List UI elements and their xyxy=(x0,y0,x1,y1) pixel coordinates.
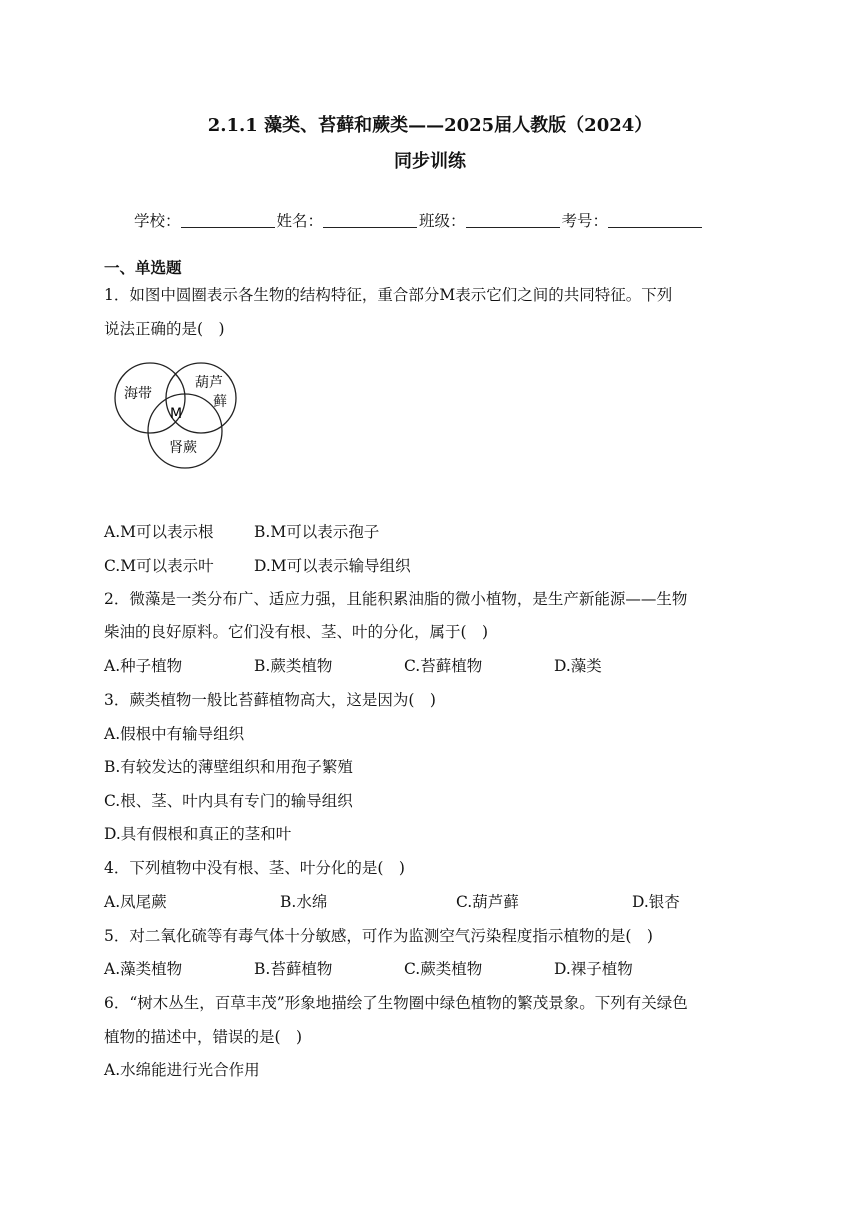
q5-stem-line1: 5．对二氧化硫等有毒气体十分敏感，可作为监测空气污染程度指示植物的是( ) xyxy=(104,927,653,945)
q6-stem-line2: 植物的描述中，错误的是( ) xyxy=(104,1028,303,1046)
class-label: 班级： xyxy=(419,212,466,230)
class-blank[interactable] xyxy=(466,211,560,228)
document-title-line2: 同步训练 xyxy=(394,151,466,172)
section-heading: 一、单选题 xyxy=(104,258,182,277)
q6-stem-line1: 6．“树木丛生，百草丰茂”形象地描绘了生物圈中绿色植物的繁茂景象。下列有关绿色 xyxy=(104,994,688,1012)
name-blank[interactable] xyxy=(323,211,417,228)
q1-option-b: B.M可以表示孢子 xyxy=(254,523,380,541)
q3-option-b: B.有较发达的薄壁组织和用孢子繁殖 xyxy=(104,758,353,776)
venn-label-moss-line1: 葫芦 xyxy=(195,375,223,391)
q5-option-b: B.苔藓植物 xyxy=(254,960,333,978)
q4-stem-line1: 4．下列植物中没有根、茎、叶分化的是( ) xyxy=(104,859,405,877)
q4-option-d: D.银杏 xyxy=(632,893,680,911)
q2-stem-line2: 柴油的良好原料。它们没有根、茎、叶的分化，属于( ) xyxy=(104,623,489,641)
venn-label-moss-line2: 藓 xyxy=(213,394,227,410)
q6-option-a: A.水绵能进行光合作用 xyxy=(104,1061,260,1079)
venn-label-center: M xyxy=(169,406,183,422)
venn-label-kelp: 海带 xyxy=(124,386,152,402)
venn-diagram xyxy=(112,360,244,472)
q2-option-d: D.藻类 xyxy=(554,657,602,675)
q3-option-d: D.具有假根和真正的茎和叶 xyxy=(104,825,292,843)
exam-number-blank[interactable] xyxy=(608,211,702,228)
q5-option-c: C.蕨类植物 xyxy=(404,960,483,978)
q4-option-b: B.水绵 xyxy=(280,893,328,911)
document-title-line1: 2.1.1 藻类、苔藓和蕨类——2025届人教版（2024） xyxy=(207,115,653,136)
q5-option-d: D.裸子植物 xyxy=(554,960,633,978)
q5-option-a: A.藻类植物 xyxy=(104,960,183,978)
name-label: 姓名： xyxy=(276,212,324,230)
q3-option-c: C.根、茎、叶内具有专门的输导组织 xyxy=(104,792,353,810)
q4-option-a: A.凤尾蕨 xyxy=(104,893,167,911)
student-info-row xyxy=(134,210,704,232)
school-label: 学校： xyxy=(134,212,181,230)
q3-stem-line1: 3．蕨类植物一般比苔藓植物高大，这是因为( ) xyxy=(104,691,436,709)
q1-option-d: D.M可以表示输导组织 xyxy=(254,557,411,575)
q3-option-a: A.假根中有输导组织 xyxy=(104,725,245,743)
q2-stem-line1: 2．微藻是一类分布广、适应力强，且能积累油脂的微小植物，是生产新能源——生物 xyxy=(104,590,688,608)
exam-number-label: 考号： xyxy=(561,212,609,230)
q1-option-a: A.M可以表示根 xyxy=(104,523,214,541)
q2-option-c: C.苔藓植物 xyxy=(404,657,483,675)
q1-stem-line2: 说法正确的是( ) xyxy=(104,320,225,338)
q1-stem-line1: 1．如图中圆圈表示各生物的结构特征，重合部分M表示它们之间的共同特征。下列 xyxy=(104,286,673,304)
venn-label-fern: 肾蕨 xyxy=(169,440,197,456)
school-blank[interactable] xyxy=(181,211,275,228)
q4-option-c: C.葫芦藓 xyxy=(456,893,519,911)
q2-option-b: B.蕨类植物 xyxy=(254,657,333,675)
q2-option-a: A.种子植物 xyxy=(104,657,183,675)
q1-option-c: C.M可以表示叶 xyxy=(104,557,214,575)
